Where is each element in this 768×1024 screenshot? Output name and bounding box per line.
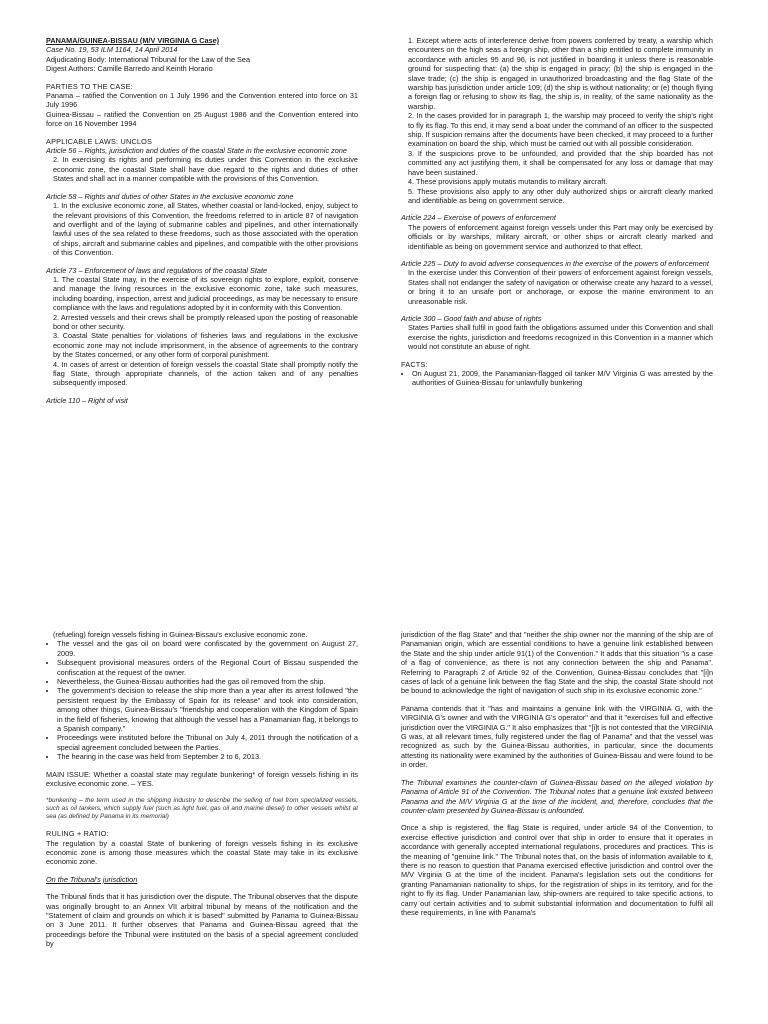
case-number: Case No. 19, 53 ILM 1164, 14 April 2014	[46, 45, 178, 55]
article-73-paragraph-2: 2. Arrested vessels and their crews shall be promptly released upon the posting of reasonable bond or other security.	[53, 312, 358, 331]
genuine-link-paragraph-1: jurisdiction of the flag State" and that "neither the ship owner nor the manning of the ship are of Panamanian origin, which are essential conditions to have a genuine link established between the State and the ship under article 91(1) of the Convention." It adds that this situation "is a case of a flag of convenience, as there is not any connection between the ship and Panama". Referring to Paragraph 2 of Article 92 of the Convention, Guinea-Bissau concludes that "[i]n cases of lack of a genuine link between the flag State and the ship, the coastal State should not be bound to acknowledge the right of navigation of such ship in its exclusive economic zone."	[401, 630, 713, 696]
facts-heading: FACTS:	[401, 359, 428, 369]
facts-bullet: • The government's decision to release the ship more than a year after its arrest followed "the persistent request by the Embassy of Spain for its release" and took into consideration, among other things, Guinea-Bissau's "friendship and cooperation with the Kingdom of Spain in the field of fisheries, knowing that although the vessel has a Panamanian flag, it belongs to a Spanish company."	[57, 686, 358, 733]
case-title: PANAMA/GUINEA-BISSAU (M/V VIRGINIA G Case)	[46, 36, 220, 45]
article-224-body: The powers of enforcement against foreign vessels under this Part may only be exercised by officials or by warships, military aircraft, or other ships or aircraft clearly marked and identifiable as being on government service and authorized to that effect.	[408, 222, 713, 251]
facts-bullets-continued	[46, 639, 358, 761]
article-56-title: Article 56 – Rights, jurisdiction and duties of the coastal State in the exclusive economic zone	[46, 146, 347, 156]
main-issue: MAIN ISSUE: Whether a coastal state may regulate bunkering* of foreign vessels fishing in its exclusive economic zone. – YES.	[46, 769, 358, 789]
facts-bullet: • Nevertheless, the Guinea-Bissau authorities had the gas oil removed from the ship.	[57, 677, 358, 686]
jurisdiction-body: The Tribunal finds that it has jurisdiction over the dispute. The Tribunal observes that the dispute was originally brought to an Annex VII arbitral tribunal by means of the notification and the "Statement of claim and grounds on which it is based" submitted by Panama to Guinea-Bissau on 3 June 2011. It further observes that Panama and Guinea-Bissau agreed that the proceedings before the Tribunal were instituted on the basis of a special agreement concluded by	[46, 892, 358, 949]
article-56-paragraph-2: 2. In exercising its rights and performing its duties under this Convention in the exclusive economic zone, the coastal State shall have due regard to the rights and duties of other States and shall act in a manner compatible with the provisions of this Convention.	[53, 155, 358, 184]
tribunal-counterclaim-paragraph: The Tribunal examines the counter-claim of Guinea-Bissau based on the alleged violation by Panama of Article 91 of the Convention. The Tribunal notes that a genuine link existed between Panama and the M/V Virginia G at the time of the incident, and, therefore, concludes that the counter-claim presented by Guinea-Bissau is unfounded.	[401, 777, 713, 815]
article-300-title: Article 300 – Good faith and abuse of rights	[401, 313, 542, 323]
facts-bullet: • Proceedings were instituted before the Tribunal on July 4, 2011 through the notification of a special agreement concluded between the Parties.	[57, 733, 358, 752]
parties-heading: PARTIES TO THE CASE:	[46, 81, 133, 91]
article-110-paragraph-2: 2. In the cases provided for in paragraph 1, the warship may proceed to verify the ship's right to fly its flag. To this end, it may send a boat under the command of an officer to the suspected ship. If suspicion remains after the documents have been checked, it may proceed to a further examination on board the ship, which must be carried out with all possible consideration.	[408, 111, 713, 149]
article-58-title: Article 58 – Rights and duties of other States in the exclusive economic zone	[46, 191, 294, 201]
registration-paragraph: Once a ship is registered, the flag State is required, under article 94 of the Convention, to exercise effective jurisdiction and control over that ship in order to ensure that it operates in accordance with generally accepted international regulations, procedures and practices. This is the meaning of "genuine link." The Tribunal notes that, on the basis of information available to it, there is no reason to question that Panama exercised effective jurisdiction and control over the M/V Virginia G at the time of the incident. Panama's legislation sets out the conditions for granting Panamanian nationality to ships, for the registration of ships in its territory, and for the right to fly its flag. Under Panamanian law, ship-owners are required to take specific actions, to carry out certain activities and to submit substantial information and documentation to fulfil all these requirements, in line with Panama's	[401, 823, 713, 917]
article-224-title: Article 224 – Exercise of powers of enforcement	[401, 213, 556, 223]
adjudicating-body: Adjudicating Body: International Tribunal for the Law of the Sea	[46, 54, 251, 64]
article-110-paragraph-1: 1. Except where acts of interference derive from powers conferred by treaty, a warship which encounters on the high seas a foreign ship, other than a ship entitled to complete immunity in accordance with articles 95 and 96, is not justified in boarding it unless there is reasonable ground for suspecting that: (a) the ship is engaged in piracy; (b) the ship is engaged in the slave trade; (c) the ship is engaged in unauthorized broadcasting and the flag State of the warship has jurisdiction under article 109; (d) the ship is without nationality; or (e) though flying a foreign flag or refusing to show its flag, the ship is, in reality, of the same nationality as the warship.	[408, 36, 713, 111]
document-page-2	[0, 626, 768, 1024]
article-300-body: States Parties shall fulfil in good faith the obligations assumed under this Convention and shall exercise the rights, jurisdiction and freedoms recognized in this Convention in a manner which would not constitute an abuse of right.	[408, 323, 713, 352]
article-73-paragraph-1: 1. The coastal State may, in the exercise of its sovereign rights to explore, exploit, conserve and manage the living resources in the exclusive economic zone, take such measures, including boarding, inspection, arrest and judicial proceedings, as may be necessary to ensure compliance with the laws and regulations adopted by it in conformity with this Convention.	[53, 274, 358, 313]
facts-continuation: (refueling) foreign vessels fishing in Guinea-Bissau's exclusive economic zone.	[53, 630, 308, 639]
page2-left-column	[46, 630, 358, 957]
article-110-list	[401, 36, 713, 205]
parties-guinea-bissau: Guinea-Bissau – ratified the Convention on 25 August 1986 and the Convention entered into force on 16 November 1994	[46, 109, 358, 129]
facts-list	[401, 369, 713, 388]
ruling-body: The regulation by a coastal State of bunkering of foreign vessels fishing in its exclusive economic zone is among those measures which the coastal State may take in its exclusive economic zone.	[46, 838, 358, 867]
bunkering-footnote: *bunkering – the term used in the shipping industry to describe the selling of fuel from specialized vessels, such as oil tankers, which supply fuel (such as light fuel, gas oil and marine diesel) to other vessels whilst at sea (as defined by Panama in its memorial)	[46, 796, 358, 820]
article-110-title: Article 110 – Right of visit	[46, 395, 128, 405]
facts-bullet: • The vessel and the gas oil on board were confiscated by the government on August 27, 2009.	[57, 639, 358, 658]
article-225-title: Article 225 – Duty to avoid adverse consequences in the exercise of the powers of enforcement	[401, 258, 709, 268]
article-73-list	[46, 275, 358, 388]
article-73-title: Article 73 – Enforcement of laws and regulations of the coastal State	[46, 265, 268, 275]
page1-right-column	[401, 36, 713, 396]
digest-authors: Digest Authors: Camille Barredo and Keinth Horario	[46, 64, 213, 74]
page1-left-column	[46, 36, 358, 405]
page2-right-column	[401, 630, 713, 925]
article-110-paragraph-5: 5. These provisions also apply to any other duly authorized ships or aircraft clearly marked and identifiable as being on government service.	[408, 186, 713, 205]
article-110-paragraph-3: 3. If the suspicions prove to be unfounded, and provided that the ship boarded has not committed any act justifying them, it shall be compensated for any loss or damage that may have been sustained.	[408, 148, 713, 177]
jurisdiction-heading: On the Tribunal's jurisdiction	[46, 874, 138, 884]
article-73-paragraph-4: 4. In cases of arrest or detention of foreign vessels the coastal State shall promptly notify the flag State, through appropriate channels, of the action taken and of any penalties subsequently imposed.	[53, 359, 358, 388]
applicable-laws-heading: APPLICABLE LAWS: UNCLOS	[46, 136, 153, 146]
document-page-1	[0, 0, 768, 496]
parties-panama: Panama – ratified the Convention on 1 July 1996 and the Convention entered into force on 31 July 1996	[46, 91, 358, 110]
article-110-paragraph-4: 4. These provisions apply mutatis mutandis to military aircraft.	[408, 177, 608, 187]
article-225-body: In the exercise under this Convention of their powers of enforcement against foreign vessels, States shall not endanger the safety of navigation or otherwise create any hazard to a vessel, or bring it to an unsafe port or anchorage, or expose the marine environment to an unreasonable risk.	[408, 268, 713, 306]
genuine-link-paragraph-2: Panama contends that it "has and maintains a genuine link with the VIRGINIA G, with the VIRGINIA G's owner and with the VIRGINIA G's operator" and that it "exercises full and effective jurisdiction over the VIRGINIA G." It also emphasizes that "[i]t is not contested that the VIRGINIA G was, at all relevant times, fully registered under the flag of Panama" and that the vessel was recognized as such by the Guinea-Bissau authorities, in particular, since the documents attesting its nationality were examined by the authorities of Guinea-Bissau and were found to be in order.	[401, 703, 713, 770]
facts-bullet: • Subsequent provisional measures orders of the Regional Court of Bissau suspended the confiscation at the request of the owner.	[57, 658, 358, 677]
ruling-heading: RULING + RATIO:	[46, 829, 109, 839]
article-58-paragraph-1: 1. In the exclusive economic zone, all States, whether coastal or land-locked, enjoy, subject to the relevant provisions of this Convention, the freedoms referred to in article 87 of navigation and overflight and of the laying of submarine cables and pipelines, and other internationally lawful uses of the sea related to these freedoms, such as those associated with the operation of ships, aircraft and submarine cables and pipelines, and compatible with the other provisions of this Convention.	[53, 201, 358, 258]
facts-bullet: • The hearing in the case was held from September 2 to 6, 2013.	[57, 752, 358, 761]
article-73-paragraph-3: 3. Coastal State penalties for violations of fisheries laws and regulations in the exclusive economic zone may not include imprisonment, in the absence of agreements to the contrary by the States concerned, or any other form of corporal punishment.	[53, 331, 358, 360]
facts-bullet-1: • On August 21, 2009, the Panamanian-flagged oil tanker M/V Virginia G was arrested by the authorities of Guinea-Bissau for unlawfully bunkering	[412, 369, 713, 388]
